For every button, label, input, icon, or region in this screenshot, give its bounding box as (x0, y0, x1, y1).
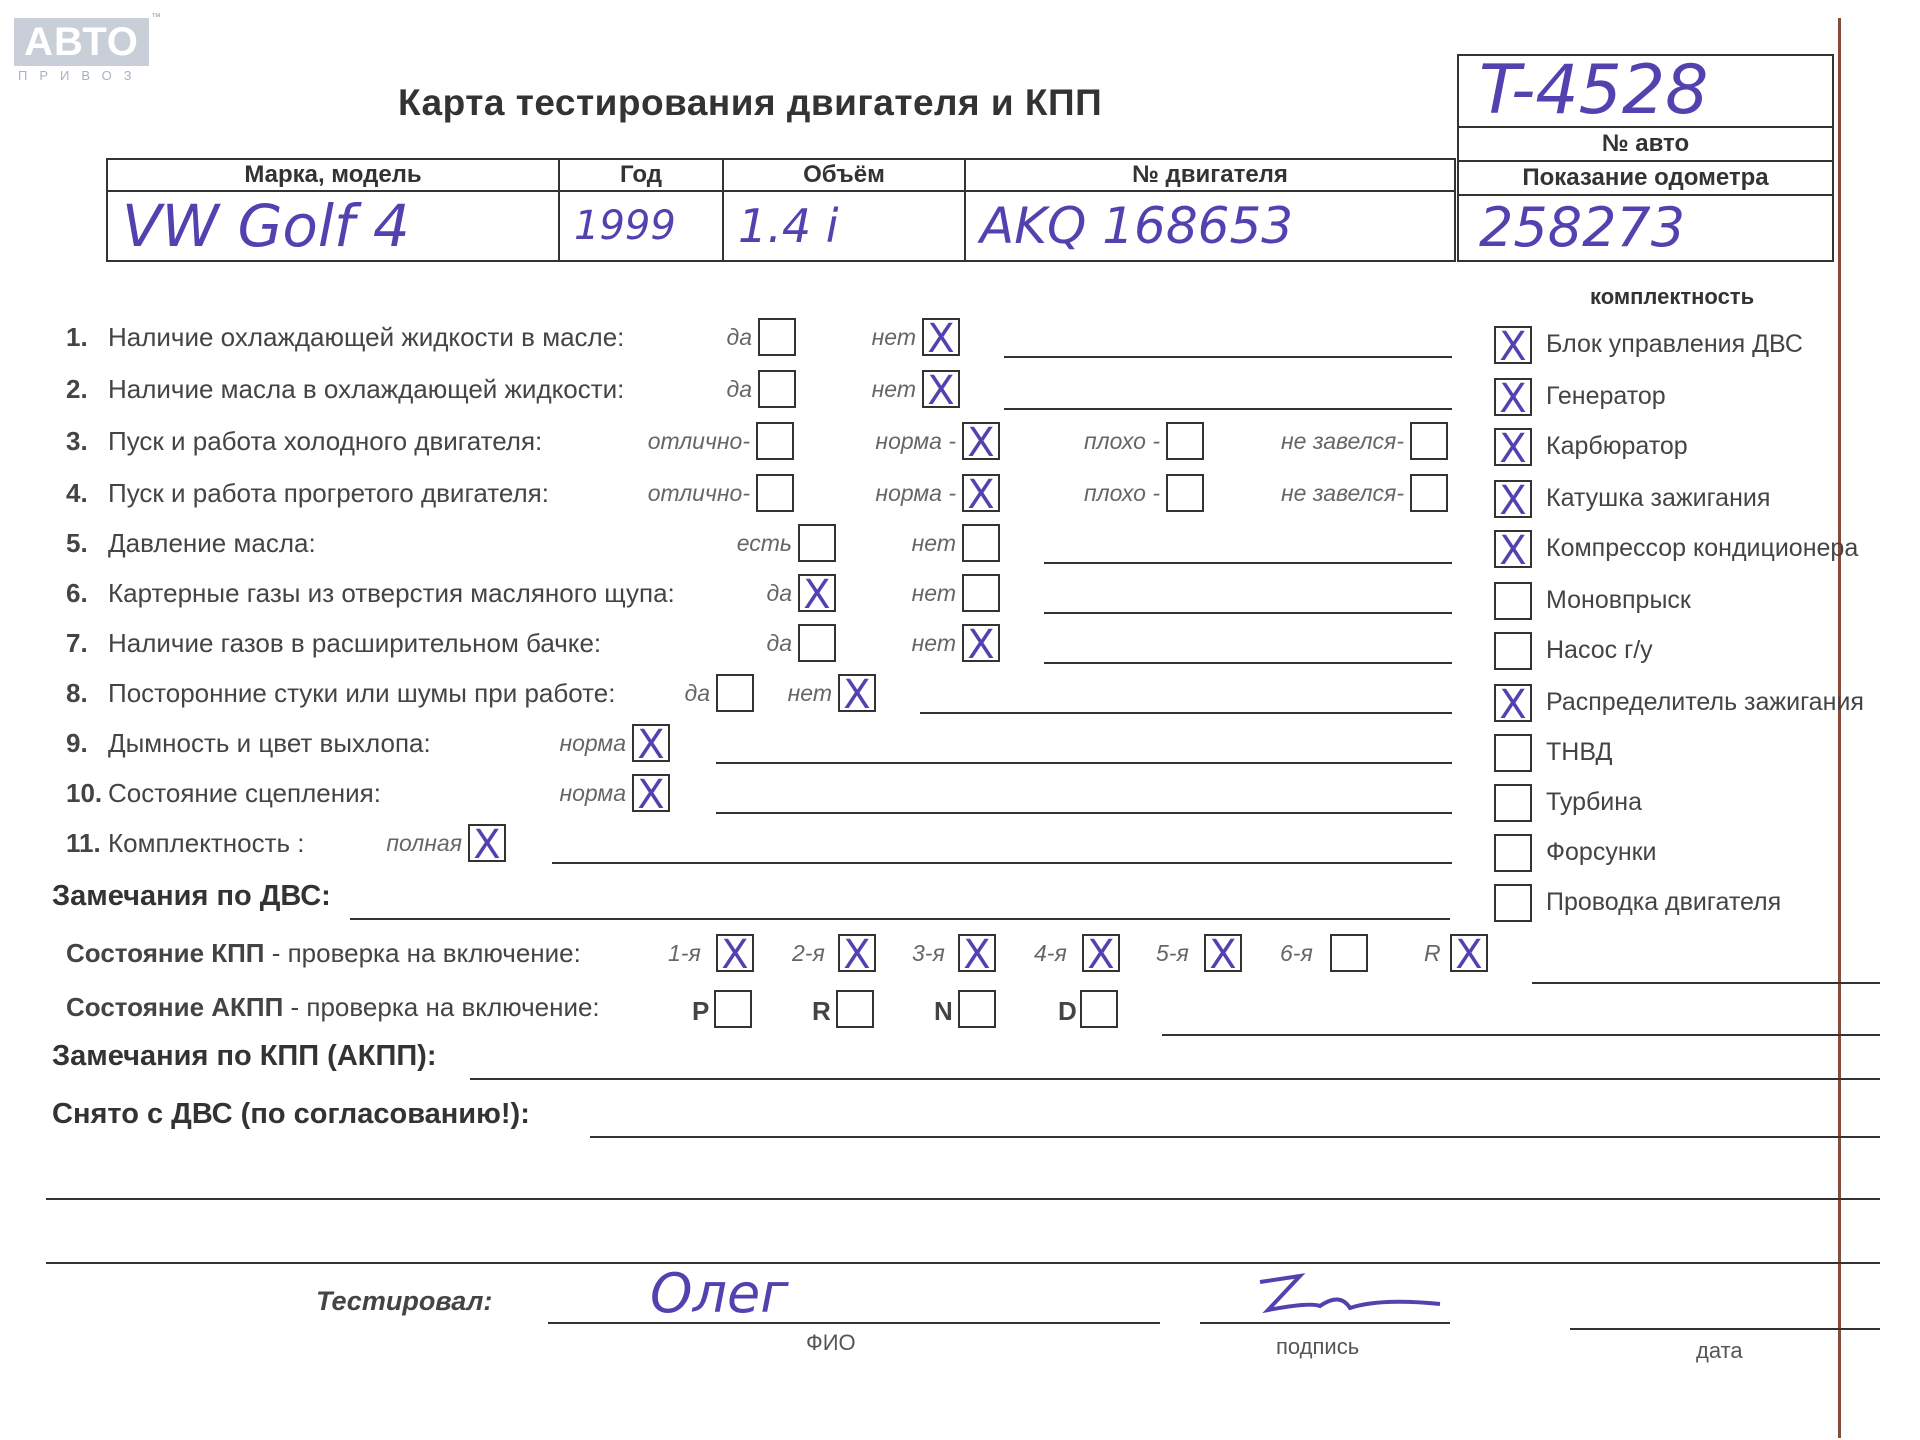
option-checkbox[interactable] (756, 422, 794, 460)
gear-label: 1-я (668, 940, 701, 966)
option-checkbox[interactable] (798, 524, 836, 562)
question-text: Давление масла: (108, 528, 316, 558)
option-checkbox[interactable] (962, 574, 1000, 612)
option-checkbox[interactable] (838, 672, 876, 718)
option-checkbox[interactable] (962, 524, 1000, 562)
zamechania-dvs-label: Замечания по ДВС: (52, 880, 331, 912)
auto-number-value: T-4528 (1459, 56, 1832, 128)
akpp-mode-checkbox[interactable] (1080, 990, 1118, 1028)
komplekt-label: Проводка двигателя (1546, 888, 1782, 916)
question-number: 3. (66, 426, 88, 456)
option-label: да (766, 580, 792, 606)
akpp-notes-line[interactable] (1162, 1034, 1880, 1036)
check-mark-icon: X (843, 672, 871, 718)
logo-subtitle: ПРИВОЗ (18, 68, 144, 83)
answer-line[interactable] (1044, 562, 1452, 564)
komplekt-checkbox[interactable] (1494, 376, 1532, 422)
check-mark-icon: X (963, 932, 991, 978)
check-mark-icon: X (1499, 478, 1527, 524)
notes-line-1[interactable] (46, 1198, 1880, 1200)
gear-label: 4-я (1034, 940, 1067, 966)
header-label-year: Год (559, 159, 723, 191)
check-mark-icon: X (1087, 932, 1115, 978)
komplekt-checkbox[interactable] (1494, 528, 1532, 574)
option-label: да (726, 376, 752, 402)
option-label: не завелся- (1280, 480, 1404, 506)
komplekt-label: Турбина (1546, 788, 1642, 816)
option-label: да (726, 324, 752, 350)
option-label: плохо - (1084, 428, 1160, 454)
question-text: Наличие газов в расширительном бачке: (108, 628, 602, 658)
komplekt-checkbox[interactable] (1494, 426, 1532, 472)
komplekt-label: Карбюратор (1546, 432, 1688, 460)
komplekt-label: Насос г/у (1546, 636, 1653, 664)
komplekt-label: Блок управления ДВС (1546, 330, 1803, 358)
akpp-label (66, 992, 600, 1023)
option-label: норма (559, 780, 626, 806)
komplekt-checkbox[interactable] (1494, 682, 1532, 728)
akpp-mode-label: N (934, 996, 953, 1026)
question-number: 7. (66, 628, 88, 658)
question-text: Пуск и работа холодного двигателя: (108, 426, 543, 456)
check-mark-icon: X (803, 572, 831, 618)
kpp-label-bold: Состояние КПП (66, 938, 265, 968)
option-label: нет (787, 680, 832, 706)
check-mark-icon: X (927, 368, 955, 414)
komplekt-title: комплектность (1590, 284, 1755, 309)
option-label: норма (559, 730, 626, 756)
check-mark-icon: X (1455, 932, 1483, 978)
header-label-engine-number: № двигателя (965, 159, 1455, 191)
option-checkbox[interactable] (798, 572, 836, 618)
gear-label: 6-я (1280, 940, 1313, 966)
check-mark-icon: X (967, 472, 995, 518)
option-checkbox[interactable] (716, 674, 754, 712)
check-mark-icon: X (1499, 682, 1527, 728)
option-label: нет (871, 324, 916, 350)
option-checkbox[interactable] (468, 822, 506, 868)
gear-label: R (1424, 940, 1441, 966)
answer-line[interactable] (1044, 662, 1452, 664)
signature-line[interactable] (1200, 1322, 1450, 1324)
option-label: норма - (875, 428, 956, 454)
komplekt-checkbox[interactable] (1494, 582, 1532, 620)
komplekt-label: Генератор (1546, 382, 1666, 410)
gear-label: 3-я (912, 940, 945, 966)
option-checkbox[interactable] (1166, 422, 1204, 460)
fio-line[interactable] (548, 1322, 1160, 1324)
option-checkbox[interactable] (1410, 422, 1448, 460)
question-number: 8. (66, 678, 88, 708)
question-number: 11. (66, 828, 101, 858)
akpp-mode-checkbox[interactable] (714, 990, 752, 1028)
header-value-year: 1999 (559, 191, 723, 261)
option-label: да (684, 680, 710, 706)
question-text: Состояние сцепления: (108, 778, 381, 808)
komplekt-label: Моновпрыск (1546, 586, 1691, 614)
avto-privoz-logo: АВТО (14, 18, 149, 66)
question-text: Наличие охлаждающей жидкости в масле: (108, 322, 625, 352)
gear-checkbox[interactable] (1082, 932, 1120, 978)
option-checkbox[interactable] (1166, 474, 1204, 512)
komplekt-checkbox[interactable] (1494, 884, 1532, 922)
zamechania-kpp-label: Замечания по КПП (АКПП): (52, 1040, 437, 1072)
komplekt-label: Катушка зажигания (1546, 484, 1771, 512)
akpp-mode-label: R (812, 996, 831, 1026)
option-label: плохо - (1084, 480, 1160, 506)
check-mark-icon: X (967, 420, 995, 466)
gear-label: 5-я (1156, 940, 1189, 966)
check-mark-icon: X (1499, 426, 1527, 472)
option-label: нет (911, 530, 956, 556)
option-label: нет (871, 376, 916, 402)
question-text: Картерные газы из отверстия масляного щупа: (108, 578, 675, 608)
header-value-engine-number: AKQ 168653 (965, 191, 1455, 261)
tester-name: Олег (650, 1262, 789, 1325)
question-number: 5. (66, 528, 88, 558)
option-checkbox[interactable] (798, 624, 836, 662)
option-checkbox[interactable] (632, 772, 670, 818)
question-number: 4. (66, 478, 88, 508)
check-mark-icon: X (721, 932, 749, 978)
check-mark-icon: X (967, 622, 995, 668)
date-label: дата (1696, 1338, 1743, 1363)
snyato-label: Снято с ДВС (по согласованию!): (52, 1098, 530, 1130)
gear-checkbox[interactable] (958, 932, 996, 978)
akpp-mode-label: D (1058, 996, 1077, 1026)
fio-label: ФИО (806, 1330, 856, 1355)
option-checkbox[interactable] (962, 420, 1000, 466)
akpp-mode-checkbox[interactable] (836, 990, 874, 1028)
option-label: есть (736, 530, 792, 556)
question-text: Посторонние стуки или шумы при работе: (108, 678, 616, 708)
gear-checkbox[interactable] (1450, 932, 1488, 978)
snyato-line[interactable] (590, 1136, 1880, 1138)
check-mark-icon: X (1499, 324, 1527, 370)
page-title: Карта тестирования двигателя и КПП (398, 82, 1103, 123)
komplekt-checkbox[interactable] (1494, 734, 1532, 772)
komplekt-checkbox[interactable] (1494, 834, 1532, 872)
gear-label: 2-я (792, 940, 825, 966)
signature-label: подпись (1276, 1334, 1360, 1359)
check-mark-icon: X (637, 772, 665, 818)
tested-label: Тестировал: (316, 1286, 493, 1316)
logo-trademark: ™ (151, 12, 161, 23)
odometer-value: 258273 (1479, 196, 1686, 259)
komplekt-label: Компрессор кондиционера (1546, 534, 1859, 562)
answer-line[interactable] (1004, 408, 1452, 410)
question-text: Наличие масла в охлаждающей жидкости: (108, 374, 625, 404)
header-label-volume: Объём (723, 159, 965, 191)
check-mark-icon: X (1499, 376, 1527, 422)
check-mark-icon: X (927, 316, 955, 362)
check-mark-icon: X (843, 932, 871, 978)
option-checkbox[interactable] (962, 472, 1000, 518)
option-label: отлично- (647, 428, 750, 454)
zamechania-kpp-line[interactable] (470, 1078, 1880, 1080)
option-checkbox[interactable] (1410, 474, 1448, 512)
gear-checkbox[interactable] (716, 932, 754, 978)
option-label: отлично- (647, 480, 750, 506)
date-line[interactable] (1570, 1328, 1880, 1330)
question-text: Комплектность : (108, 828, 305, 858)
question-text: Дымность и цвет выхлопа: (108, 728, 431, 758)
question-number: 9. (66, 728, 88, 758)
akpp-mode-checkbox[interactable] (958, 990, 996, 1028)
option-label: нет (911, 630, 956, 656)
question-number: 6. (66, 578, 88, 608)
akpp-mode-label: P (692, 996, 710, 1026)
kpp-notes-line[interactable] (1532, 982, 1880, 984)
header-value-volume: 1.4 i (723, 191, 965, 261)
komplekt-checkbox[interactable] (1494, 632, 1532, 670)
page-edge-line (1838, 18, 1841, 1438)
check-mark-icon: X (637, 722, 665, 768)
komplekt-label: ТНВД (1546, 738, 1613, 766)
komplekt-label: Форсунки (1546, 838, 1657, 866)
check-mark-icon: X (1209, 932, 1237, 978)
option-checkbox[interactable] (922, 368, 960, 414)
header-label-model: Марка, модель (107, 159, 559, 191)
akpp-label-bold: Состояние АКПП (66, 992, 284, 1022)
header-value-model: VW Golf 4 (107, 191, 559, 261)
auto-number-label: № авто (1459, 128, 1832, 162)
option-checkbox[interactable] (962, 622, 1000, 668)
zamechania-dvs-line[interactable] (350, 918, 1450, 920)
gear-checkbox[interactable] (1204, 932, 1242, 978)
komplekt-checkbox[interactable] (1494, 478, 1532, 524)
option-label: норма - (875, 480, 956, 506)
komplekt-checkbox[interactable] (1494, 784, 1532, 822)
answer-line[interactable] (920, 712, 1452, 714)
komplekt-label: Распределитель зажигания (1546, 688, 1864, 716)
answer-line[interactable] (716, 812, 1452, 814)
answer-line[interactable] (1004, 356, 1452, 358)
check-mark-icon: X (473, 822, 501, 868)
question-number: 10. (66, 778, 103, 808)
option-label: нет (911, 580, 956, 606)
question-text: Пуск и работа прогретого двигателя: (108, 478, 549, 508)
answer-line[interactable] (716, 762, 1452, 764)
option-checkbox[interactable] (756, 474, 794, 512)
gear-checkbox[interactable] (1330, 934, 1368, 972)
option-label: не завелся- (1280, 428, 1404, 454)
option-checkbox[interactable] (758, 318, 796, 356)
akpp-label-rest: - проверка на включение: (283, 992, 600, 1022)
kpp-label (66, 938, 581, 969)
question-number: 2. (66, 374, 88, 404)
question-number: 1. (66, 322, 88, 352)
answer-line[interactable] (552, 862, 1452, 864)
check-mark-icon: X (1499, 528, 1527, 574)
option-label: полная (386, 830, 462, 856)
answer-line[interactable] (1044, 612, 1452, 614)
vehicle-header-table (106, 158, 1456, 262)
odometer-label: Показание одометра (1459, 162, 1832, 196)
option-checkbox[interactable] (632, 722, 670, 768)
kpp-label-rest: - проверка на включение: (264, 938, 581, 968)
option-checkbox[interactable] (758, 370, 796, 408)
auto-info-box (1457, 51, 1834, 262)
notes-line-2[interactable] (46, 1262, 1880, 1264)
gear-checkbox[interactable] (838, 932, 876, 978)
option-checkbox[interactable] (922, 316, 960, 362)
option-label: да (766, 630, 792, 656)
komplekt-checkbox[interactable] (1494, 324, 1532, 370)
